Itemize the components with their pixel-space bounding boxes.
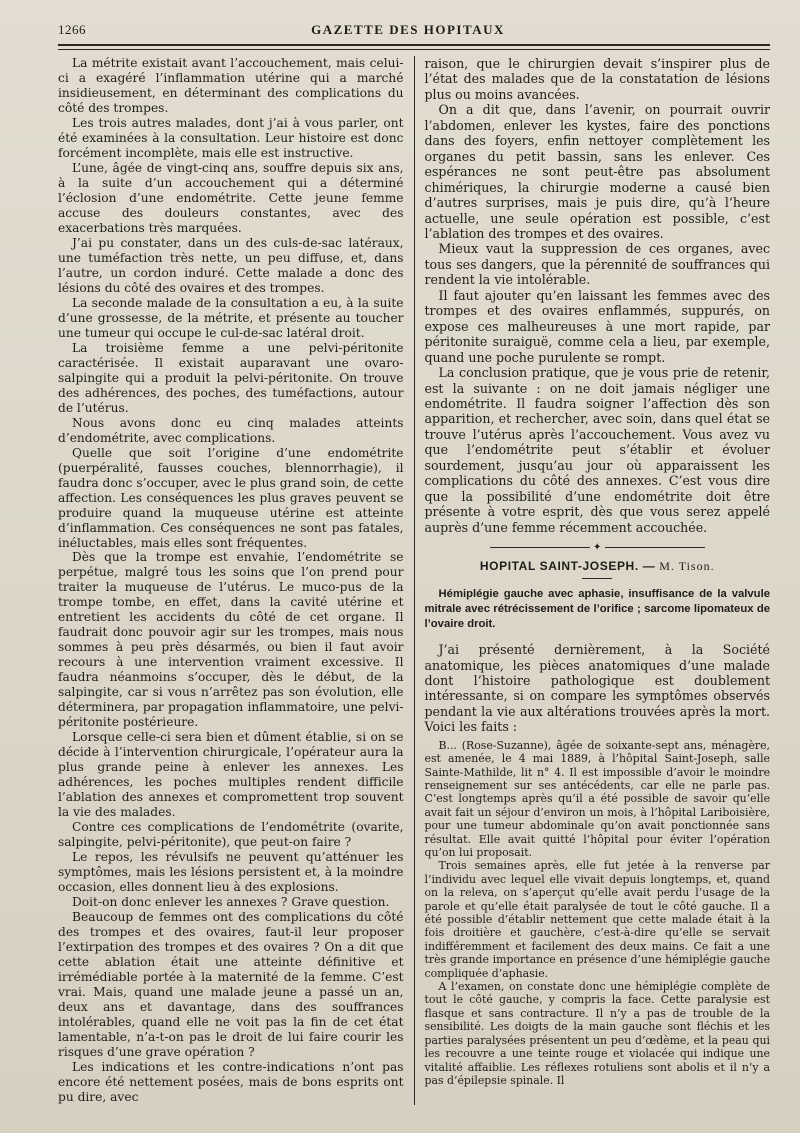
paragraph: Nous avons donc eu cinq malades atteints d’endométrite, avec complications.	[58, 415, 404, 445]
paragraph: raison, que le chirurgien devait s’inspirer plus de l’état des malades que de la constatation de lésions plus ou moins avancées.	[424, 56, 771, 102]
page-header	[58, 22, 770, 44]
paragraph: La conclusion pratique, que je vous prie de retenir, est la suivante : on ne doit jamais négliger une endométrite. Il faudra soigner l’affection dès son apparition, et rechercher, avec soin, dans quel état se trouve l’utérus après l’accouchement. Vous avez vu que l’endométrite peut s’établir et évoluer sourdement, jusqu’au jour où apparaissent les complications du côté des annexes. C’est vous dire que la possibilité d’une endométrite doit être présente à votre esprit, dès que vous serez appelé auprès d’une femme récemment accouchée.	[424, 365, 771, 535]
paragraph: J’ai pu constater, dans un des culs-de-sac latéraux, une tuméfaction très nette, un peu diffuse, et, dans l’autre, un cordon induré. Cette malade a donc des lésions du côté des ovaires et des trompes.	[58, 235, 404, 295]
hospital-name: HOPITAL SAINT-JOSEPH.	[479, 559, 639, 574]
case-title: Hémiplégie gauche avec aphasie, insuffisance de la valvule mitrale avec rétrécissement de l’orifice ; sarcome lipomateux de l’ovaire droit.	[424, 588, 771, 631]
short-rule	[582, 578, 612, 579]
journal-title: GAZETTE DES HOPITAUX	[311, 22, 505, 37]
paragraph: On a dit que, dans l’avenir, on pourrait ouvrir l’abdomen, enlever les kystes, faire des ponctions dans des foyers, enfin nettoyer complètement les organes du petit bassin, sans les enlever. Ces espérances ne sont peut-être pas absolument chimériques, la chirurgie moderne a causé bien d’autres surprises, mais je puis dire, qu’à l’heure actuelle, une seule opération est possible, c’est l’ablation des trompes et des ovaires.	[424, 102, 771, 241]
case-paragraph: B... (Rose-Suzanne), âgée de soixante-sept ans, ménagère, est amenée, le 4 mai 1889, à l’hôpital Saint-Joseph, salle Sainte-Mathilde, lit n° 4. Il est impossible d’avoir le moindre renseignement sur ses antécédents, car elle ne parle pas. C’est longtemps après qu’il a été possible de savoir qu’elle avait fait un séjour d’environ un mois, à l’hôpital Lariboisière, pour une tumeur abdominale qu’on avait ponctionnée sans résultat. Elle avait quitté l’hôpital pour éviter l’opération qu’on lui proposait.	[424, 738, 771, 860]
paragraph: Lorsque celle-ci sera bien et dûment établie, si on se décide à l’intervention chirurgicale, l’opérateur aura la plus grande peine à enlever les annexes. Les adhérences, les poches multiples rendent difficile l’ablation des annexes et compromettent trop souvent la vie des malades.	[58, 730, 404, 820]
paragraph: Beaucoup de femmes ont des complications du côté des trompes et des ovaires, faut-il leur proposer l’extirpation des trompes et des ovaires ? On a dit que cette ablation était une atteinte définitive et irrémédiable portée à la maternité de la femme. C’est vrai. Mais, quand une malade jeune a passé un an, deux ans et davantage, dans des souffrances intolérables, quand elle ne voit pas la fin de cet état lamentable, n’a-t-on pas le droit de lui faire courir les risques d’une grave opération ?	[58, 910, 404, 1059]
hospital-heading	[425, 559, 771, 574]
case-paragraph: Trois semaines après, elle fut jetée à la renverse par l’individu avec lequel elle vivait depuis longtemps, et, quand on la releva, on s’aperçut qu’elle avait perdu l’usage de la parole et qu’elle était paralysée de tout le côté gauche. Il a été possible d’établir nettement que cette malade était à la fois droitière et gauchère, c’est-à-dire qu’elle se servait indifféremment et facilement des deux mains. Ce fait a une très grande importance en présence d’une hémiplégie gauche compliquée d’aphasie.	[424, 859, 771, 980]
paragraph: La seconde malade de la consultation a eu, à la suite d’une grossesse, de la métrite, et présente au toucher une tumeur qui occupe le cul-de-sac latéral droit.	[58, 295, 404, 340]
paragraph: Les indications et les contre-indications n’ont pas encore été nettement posées, mais de bons esprits ont pu dire, avec	[58, 1059, 404, 1104]
paragraph: Dès que la trompe est envahie, l’endométrite se perpétue, malgré tous les soins que l’on prend pour traiter la muqueuse de l’utérus. Le muco-pus de la trompe tombe, en effet, dans la cavité utérine et entretient les accidents du côté de cet organe. Il faudrait donc pouvoir agir sur les trompes, mais nous sommes à peu près désarmés, ou bien il faut avoir recours à une intervention vraiment excessive. Il faudra néanmoins s’occuper, dès le début, de la salpingite, car si vous n’arrêtez pas son évolution, elle déterminera, par propagation inflammatoire, une pelvi-péritonite postérieure.	[58, 550, 404, 730]
paragraph: Le repos, les révulsifs ne peuvent qu’atténuer les symptômes, mais les lésions persistent et, à la moindre occasion, elles donnent lieu à des explosions.	[58, 850, 404, 895]
paragraph: L’une, âgée de vingt-cinq ans, souffre depuis six ans, à la suite d’un accouchement qui a déterminé l’éclosion d’une endométrite. Cette jeune femme accuse des douleurs constantes, avec des exacerbations très marquées.	[58, 160, 404, 235]
paragraph: J’ai présenté dernièrement, à la Société anatomique, les pièces anatomiques d’une malade dont l’histoire pathologique est doublement intéressante, si on compare les symptômes observés pendant la vie aux altérations trouvées après la mort. Voici les faits :	[424, 642, 771, 735]
header-rule	[58, 44, 770, 50]
paragraph: Il faut ajouter qu’en laissant les femmes avec des trompes et des ovaires enflammés, suppurés, on expose ces malheureuses à une mort rapide, par péritonite suraiguë, comme cela a lieu, par exemple, quand une poche purulente se rompt.	[424, 287, 771, 365]
left-column	[58, 56, 404, 1105]
paragraph: La troisième femme a une pelvi-péritonite caractérisée. Il existait auparavant une ovaro-salpingite qui a produit la pelvi-péritonite. On trouve des adhérences, des poches, des tuméfactions, autour de l’utérus.	[58, 340, 404, 415]
paragraph: Quelle que soit l’origine d’une endométrite (puerpéralité, fausses couches, blennorrhagie), il faudra donc s’occuper, avec le plus grand soin, de cette affection. Les conséquences les plus graves peuvent se produire quand la muqueuse utérine est atteinte d’inflammation. Ces conséquences ne sont pas fatales, inéluctables, mais elles sont fréquentes.	[58, 445, 404, 550]
section-separator: ✦	[425, 543, 771, 553]
paragraph: Doit-on donc enlever les annexes ? Grave question.	[72, 895, 390, 910]
paragraph: La métrite existait avant l’accouchement, mais celui-ci a exagéré l’inflammation utérine qui a marché insidieusement, en déterminant des complications du côté des trompes.	[58, 56, 404, 115]
hospital-dash: —	[638, 559, 660, 574]
paragraph: Contre ces complications de l’endométrite (ovarite, salpingite, pelvi-péritonite), que peut-on faire ?	[58, 820, 404, 850]
paragraph: Les trois autres malades, dont j’ai à vous parler, ont été examinées à la consultation. Leur histoire est donc forcément incomplète, mais elle est instructive.	[58, 115, 404, 160]
page-number: 1266	[58, 22, 86, 37]
case-paragraph: A l’examen, on constate donc une hémiplégie complète de tout le côté gauche, y compris la face. Cette paralysie est flasque et sans contracture. Il n’y a pas de trouble de la sensibilité. Les doigts de la main gauche sont fléchis et les parties paralysées présentent un peu d’œdème, et la peau qui les recouvre a une teinte rouge et violacée qui indique une vitalité affaiblie. Les réflexes rotuliens sont abolis et il n’y a pas d’épilepsie spinale. Il	[424, 980, 771, 1087]
paragraph: Mieux vaut la suppression de ces organes, avec tous ses dangers, que la pérennité de souffrances qui rendent la vie intolérable.	[424, 241, 771, 288]
text-columns	[58, 56, 770, 1105]
author-name: M. Tison.	[659, 559, 715, 574]
column-divider	[414, 56, 415, 1105]
right-column	[425, 56, 771, 1105]
